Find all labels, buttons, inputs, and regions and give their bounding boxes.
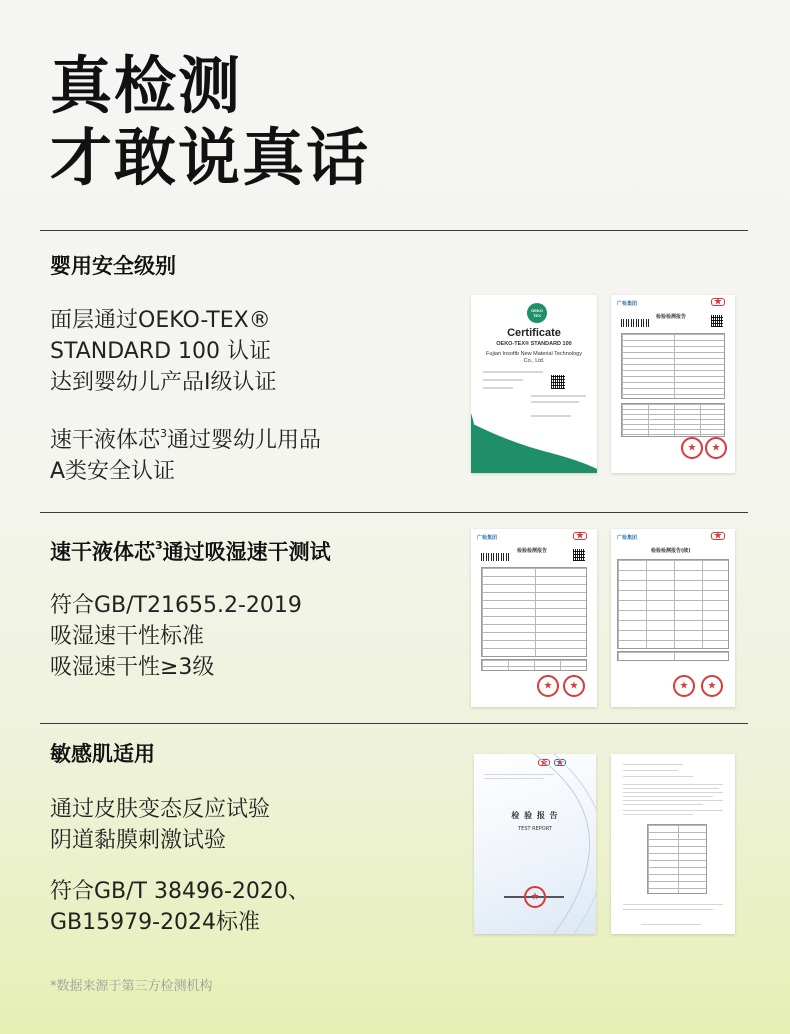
- report-title: 检验检测报告: [517, 548, 548, 554]
- text-placeholder: [531, 395, 586, 397]
- text-line: [50, 418, 321, 456]
- text-line: A类安全认证: [50, 459, 176, 484]
- test-report-image-3: [611, 529, 735, 707]
- oeko-tex-logo: OEKO TEX: [527, 303, 547, 323]
- report-table: [621, 333, 725, 399]
- report-table: [617, 651, 729, 661]
- text-placeholder: [623, 796, 713, 797]
- cma-mark-icon: [711, 298, 725, 306]
- official-seal-icon: [524, 886, 546, 908]
- cma-mark-icon: [573, 532, 587, 540]
- text-line: 面层通过OEKO-TEX®: [50, 308, 271, 333]
- section-divider-1: [40, 230, 748, 231]
- text-placeholder: [483, 379, 523, 381]
- official-seal-icon: [563, 675, 585, 697]
- barcode-icon: [621, 319, 651, 327]
- report-table: [481, 659, 587, 671]
- certificate-company: Fujian Insoftb New Material Technology Co., Ltd.: [486, 351, 582, 364]
- text-line: 阴道黏膜刺激试验: [50, 828, 227, 853]
- section-1-paragraph-2: [50, 418, 321, 487]
- text-placeholder: [623, 792, 723, 793]
- text-placeholder: [623, 810, 723, 811]
- text-placeholder: [623, 800, 723, 801]
- report-table: [481, 567, 587, 657]
- official-seal-icon: [705, 437, 727, 459]
- test-report-title-en: TEST REPORT: [518, 826, 552, 832]
- hero-line-1: 真检测: [50, 49, 243, 122]
- text-line: 达到婴幼儿产品Ⅰ级认证: [50, 370, 277, 395]
- text-line: 符合GB/T 38496-2020、: [50, 879, 310, 904]
- section-1-paragraph-1: [50, 305, 277, 398]
- section-3-paragraph-1: [50, 794, 270, 856]
- text-line: 吸湿速干性≥3级: [50, 655, 215, 680]
- text-line: 吸湿速干性标准: [50, 624, 205, 649]
- section-2-paragraph: [50, 590, 302, 683]
- oeko-tex-certificate-image: [471, 295, 597, 473]
- qr-code-icon: [551, 375, 565, 389]
- text-line: GB15979-2024标准: [50, 910, 261, 935]
- report-table: [617, 559, 729, 649]
- text-placeholder: [623, 776, 693, 777]
- report-title: 检验检测报告(续): [651, 548, 691, 554]
- text-part: 通过婴幼儿用品: [167, 428, 322, 453]
- superscript: 3: [160, 427, 168, 440]
- official-seal-icon: [681, 437, 703, 459]
- text-placeholder: [623, 770, 678, 771]
- text-placeholder: [531, 401, 579, 403]
- section-divider-3: [40, 723, 748, 724]
- report-brand: 广检集团: [617, 535, 638, 541]
- report-title: 检验检测报告: [656, 314, 687, 320]
- barcode-icon: [481, 553, 511, 561]
- text-placeholder: [623, 784, 723, 785]
- text-placeholder: [483, 387, 513, 389]
- report-brand: 广检集团: [477, 535, 498, 541]
- page-footer-line: [641, 924, 701, 925]
- official-seal-icon: [673, 675, 695, 697]
- report-brand: 广检集团: [617, 301, 638, 307]
- cma-mark-icon: [711, 532, 725, 540]
- test-report-cover-image: [474, 754, 596, 934]
- data-source-footnote: *数据来源于第三方检测机构: [50, 979, 213, 994]
- section-title-quick-dry: [50, 536, 331, 566]
- report-table: [621, 403, 725, 437]
- certificate-subtitle: OEKO-TEX® STANDARD 100: [496, 341, 572, 347]
- official-seal-icon: [537, 675, 559, 697]
- superscript: 3: [155, 539, 163, 552]
- qr-code-icon: [711, 315, 723, 327]
- text-part: 速干液体芯: [50, 428, 161, 453]
- test-report-image-1: [611, 295, 735, 473]
- certificate-green-wave: [471, 413, 597, 473]
- text-placeholder: [483, 371, 543, 373]
- section-divider-2: [40, 512, 748, 513]
- official-seal-icon: [701, 675, 723, 697]
- test-report-image-4: [611, 754, 735, 934]
- title-part: 速干液体芯: [50, 540, 155, 564]
- text-placeholder: [623, 904, 723, 905]
- text-placeholder: [623, 788, 719, 789]
- section-title-sensitive-skin: 敏感肌适用: [50, 742, 155, 766]
- section-3-paragraph-2: [50, 876, 310, 938]
- text-line: 符合GB/T21655.2-2019: [50, 593, 302, 618]
- section-title-baby-safety: 婴用安全级别: [50, 254, 176, 278]
- certificate-title: Certificate: [507, 327, 561, 339]
- text-placeholder: [623, 764, 683, 765]
- qr-code-icon: [573, 549, 585, 561]
- text-placeholder: [623, 909, 713, 910]
- text-placeholder: [623, 814, 693, 815]
- test-report-title-cn: 检 验 报 告: [511, 811, 559, 820]
- hero-line-2: 才敢说真话: [50, 121, 371, 194]
- report-table: [647, 824, 707, 894]
- test-report-image-2: [471, 529, 597, 707]
- text-line: 通过皮肤变态反应试验: [50, 797, 271, 822]
- text-line: STANDARD 100 认证: [50, 339, 272, 364]
- text-placeholder: [623, 804, 703, 805]
- hero-headline: [50, 50, 370, 194]
- title-part: 通过吸湿速干测试: [162, 540, 331, 564]
